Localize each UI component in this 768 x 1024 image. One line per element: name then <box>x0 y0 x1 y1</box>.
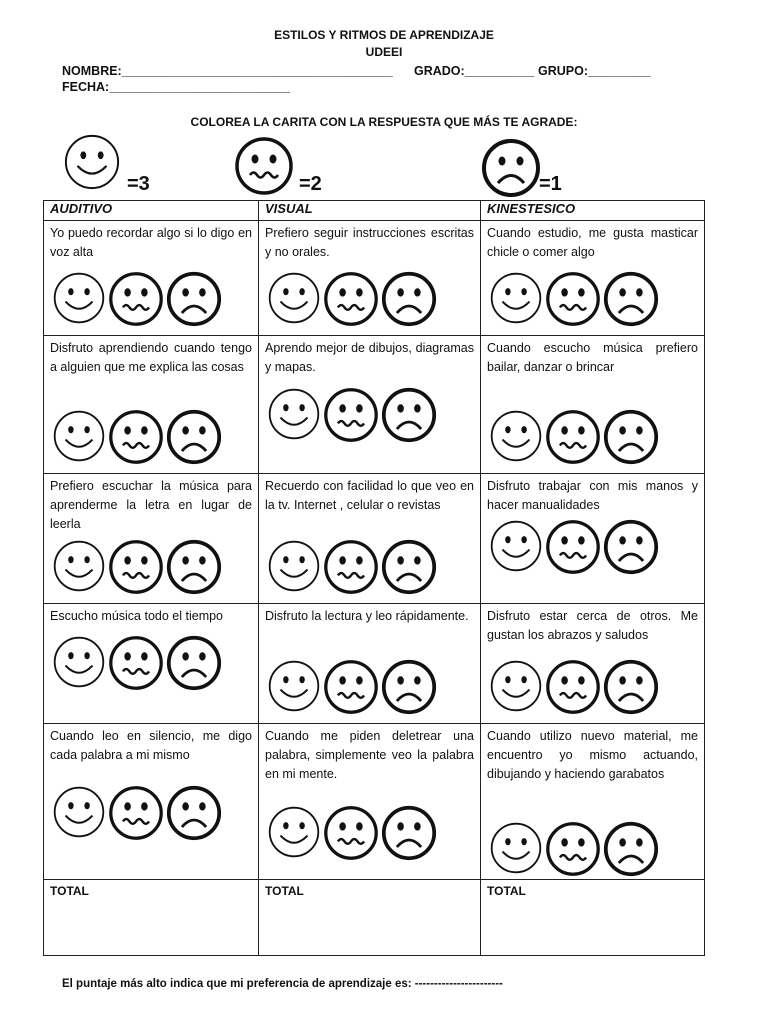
face-options <box>267 539 437 595</box>
sad-face-icon[interactable] <box>381 659 437 715</box>
total-label: TOTAL <box>265 884 304 898</box>
neutral-face-icon[interactable] <box>323 271 379 327</box>
question-cell <box>44 474 259 604</box>
question-cell <box>481 474 705 604</box>
happy-face-icon[interactable] <box>267 387 321 441</box>
face-options <box>52 271 222 327</box>
face-options <box>52 785 222 841</box>
question-text: Cuando estudio, me gusta masticar chicle o comer algo <box>487 226 698 259</box>
grado-field[interactable]: GRADO:__________ <box>414 64 535 78</box>
question-cell <box>481 221 705 336</box>
question-cell <box>481 604 705 724</box>
table-row <box>44 474 705 604</box>
sad-face-icon[interactable] <box>166 539 222 595</box>
neutral-face-icon[interactable] <box>108 271 164 327</box>
happy-face-icon[interactable] <box>267 271 321 325</box>
question-text: Prefiero seguir instrucciones escritas y no orales. <box>265 226 474 259</box>
neutral-face-icon[interactable] <box>323 659 379 715</box>
total-label: TOTAL <box>50 884 89 898</box>
question-text: Disfruto estar cerca de otros. Me gustan los abrazos y saludos <box>487 609 698 642</box>
question-cell <box>44 604 259 724</box>
neutral-face-icon[interactable] <box>323 387 379 443</box>
neutral-face-icon[interactable] <box>545 519 601 575</box>
question-text: Yo puedo recordar algo si lo digo en voz alta <box>50 226 252 259</box>
legend-label-happy: =3 <box>127 173 150 195</box>
sad-face-icon[interactable] <box>603 271 659 327</box>
happy-face-icon[interactable] <box>52 409 106 463</box>
neutral-face-icon <box>234 136 294 196</box>
sad-face-icon[interactable] <box>381 805 437 861</box>
neutral-face-icon[interactable] <box>108 635 164 691</box>
question-cell <box>481 724 705 880</box>
question-text: Disfruto trabajar con mis manos y hacer manualidades <box>487 479 698 512</box>
question-text: Disfruto aprendiendo cuando tengo a alguien que me explica las cosas <box>50 341 252 374</box>
page-subtitle: UDEEI <box>365 45 403 59</box>
face-options <box>489 519 659 575</box>
neutral-face-icon[interactable] <box>108 539 164 595</box>
neutral-face-icon[interactable] <box>108 785 164 841</box>
happy-face-icon[interactable] <box>489 821 543 875</box>
learning-styles-table <box>43 200 705 956</box>
face-options <box>267 387 437 443</box>
happy-face-icon[interactable] <box>52 539 106 593</box>
legend-label-sad: =1 <box>539 173 562 195</box>
column-header-auditivo: AUDITIVO <box>44 201 259 221</box>
happy-face-icon[interactable] <box>267 539 321 593</box>
sad-face-icon[interactable] <box>603 519 659 575</box>
happy-face-icon[interactable] <box>489 409 543 463</box>
total-cell-kinestesico[interactable] <box>481 880 705 956</box>
neutral-face-icon[interactable] <box>545 821 601 877</box>
question-cell <box>44 221 259 336</box>
neutral-face-icon[interactable] <box>323 539 379 595</box>
table-row <box>44 604 705 724</box>
question-cell <box>44 724 259 880</box>
question-cell <box>259 724 481 880</box>
total-cell-auditivo[interactable] <box>44 880 259 956</box>
table-row <box>44 336 705 474</box>
sad-face-icon <box>481 138 541 198</box>
face-options <box>489 821 659 877</box>
happy-face-icon[interactable] <box>52 635 106 689</box>
happy-face-icon[interactable] <box>489 659 543 713</box>
sad-face-icon[interactable] <box>166 271 222 327</box>
happy-face-icon <box>63 133 121 191</box>
grupo-field[interactable]: GRUPO:_________ <box>538 64 651 78</box>
total-label: TOTAL <box>487 884 526 898</box>
happy-face-icon[interactable] <box>489 271 543 325</box>
sad-face-icon[interactable] <box>166 409 222 465</box>
question-text: Cuando utilizo nuevo material, me encuentro yo mismo actuando, dibujando y haciendo garabatos <box>487 729 698 781</box>
sad-face-icon[interactable] <box>166 635 222 691</box>
face-options <box>267 805 437 861</box>
sad-face-icon[interactable] <box>603 821 659 877</box>
question-cell <box>44 336 259 474</box>
question-cell <box>259 474 481 604</box>
sad-face-icon[interactable] <box>381 539 437 595</box>
face-options <box>489 271 659 327</box>
face-options <box>489 659 659 715</box>
happy-face-icon[interactable] <box>267 805 321 859</box>
column-header-visual: VISUAL <box>259 201 481 221</box>
face-options <box>267 659 437 715</box>
sad-face-icon[interactable] <box>603 409 659 465</box>
question-text: Cuando me piden deletrear una palabra, simplemente veo la palabra en mi mente. <box>265 729 474 781</box>
neutral-face-icon[interactable] <box>108 409 164 465</box>
happy-face-icon[interactable] <box>267 659 321 713</box>
face-options <box>489 409 659 465</box>
face-options <box>52 409 222 465</box>
question-text: Prefiero escuchar la música para aprenderme la letra en lugar de leerla <box>50 479 252 531</box>
question-text: Recuerdo con facilidad lo que veo en la tv. Internet , celular o revistas <box>265 479 474 512</box>
sad-face-icon[interactable] <box>381 271 437 327</box>
total-row <box>44 880 705 956</box>
sad-face-icon[interactable] <box>166 785 222 841</box>
question-cell <box>259 336 481 474</box>
question-text: Cuando leo en silencio, me digo cada palabra a mi mismo <box>50 729 252 762</box>
neutral-face-icon[interactable] <box>323 805 379 861</box>
question-text: Aprendo mejor de dibujos, diagramas y mapas. <box>265 341 474 374</box>
column-header-kinestesico: KINESTESICO <box>481 201 705 221</box>
page-title: ESTILOS Y RITMOS DE APRENDIZAJE <box>274 28 494 42</box>
happy-face-icon[interactable] <box>489 519 543 573</box>
sad-face-icon[interactable] <box>603 659 659 715</box>
nombre-field[interactable]: NOMBRE:_______________________________________ <box>62 64 393 78</box>
legend-label-neutral: =2 <box>299 173 322 195</box>
total-cell-visual[interactable] <box>259 880 481 956</box>
neutral-face-icon[interactable] <box>545 409 601 465</box>
table-row <box>44 221 705 336</box>
question-cell <box>259 604 481 724</box>
table-header-row <box>44 201 705 221</box>
instruction-text: COLOREA LA CARITA CON LA RESPUESTA QUE MÁS TE AGRADE: <box>190 115 578 129</box>
fecha-field[interactable]: FECHA:__________________________ <box>62 80 290 94</box>
face-options <box>52 635 222 691</box>
neutral-face-icon[interactable] <box>545 659 601 715</box>
sad-face-icon[interactable] <box>381 387 437 443</box>
neutral-face-icon[interactable] <box>545 271 601 327</box>
question-text: Disfruto la lectura y leo rápidamente. <box>265 609 469 623</box>
face-options <box>267 271 437 327</box>
question-cell <box>259 221 481 336</box>
question-cell <box>481 336 705 474</box>
question-text: Cuando escucho música prefiero bailar, danzar o brincar <box>487 341 698 374</box>
face-options <box>52 539 222 595</box>
happy-face-icon[interactable] <box>52 271 106 325</box>
footer-text: El puntaje más alto indica que mi preferencia de aprendizaje es: ----------------------- <box>62 978 503 990</box>
happy-face-icon[interactable] <box>52 785 106 839</box>
table-row <box>44 724 705 880</box>
question-text: Escucho música todo el tiempo <box>50 609 224 623</box>
